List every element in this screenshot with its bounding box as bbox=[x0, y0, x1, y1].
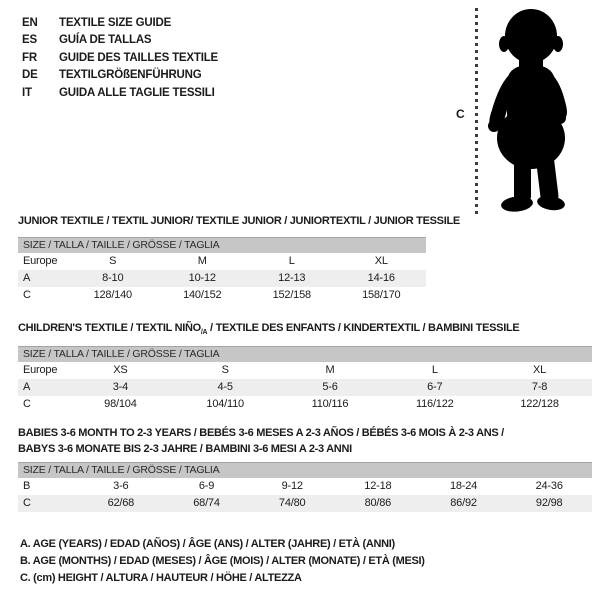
language-code: FR bbox=[22, 51, 37, 64]
language-row-fr bbox=[22, 50, 218, 67]
table-row-age-months bbox=[18, 478, 592, 495]
language-code: ES bbox=[22, 34, 37, 47]
row-label: B bbox=[23, 480, 31, 492]
children-title-sub: /A bbox=[200, 329, 208, 337]
table-row-height bbox=[18, 396, 592, 413]
size-header-bar: SIZE / TALLA / TAILLE / GRÖSSE / TAGLIA bbox=[18, 237, 426, 253]
age-cell: 3-4 bbox=[112, 381, 129, 393]
height-cell: 116/122 bbox=[416, 398, 454, 410]
height-measure-label: C bbox=[456, 107, 465, 121]
size-cell: L bbox=[431, 364, 438, 376]
babies-title-line2: BABYS 3-6 MONATE BIS 2-3 JAHRE / BAMBINI 3-6 MESI A 2-3 ANNI bbox=[18, 442, 352, 455]
height-cell: 122/128 bbox=[520, 398, 559, 410]
language-title-list bbox=[22, 15, 218, 102]
children-title-post: / TEXTILE DES ENFANTS / KINDERTEXTIL / BAMBINI TESSILE bbox=[207, 322, 520, 334]
height-cell: 86/92 bbox=[450, 497, 477, 509]
children-size-table bbox=[18, 346, 592, 413]
table-row-europe bbox=[18, 253, 426, 270]
height-cell: 98/104 bbox=[104, 398, 137, 410]
height-cell: 110/116 bbox=[311, 398, 349, 410]
language-code: EN bbox=[22, 17, 38, 29]
footnote-b: B. AGE (MONTHS) / EDAD (MESES) / ÂGE (MOIS) / ALTER (MONATE) / ETÀ (MESI) bbox=[20, 555, 425, 567]
age-cell: 6-7 bbox=[427, 381, 443, 393]
language-row-es bbox=[22, 32, 218, 49]
size-cell: M bbox=[197, 255, 207, 267]
age-cell: 5-6 bbox=[322, 381, 338, 393]
height-cell: 74/80 bbox=[278, 497, 306, 509]
guide-title-en: TEXTILE SIZE GUIDE bbox=[59, 17, 172, 29]
height-cell: 128/140 bbox=[93, 289, 132, 301]
guide-title-es: GUÍA DE TALLAS bbox=[59, 34, 152, 47]
guide-title-fr: GUIDE DES TAILLES TEXTILE bbox=[59, 51, 218, 64]
age-cell: 9-12 bbox=[281, 480, 303, 492]
babies-size-table bbox=[18, 462, 592, 512]
footnote-c: C. (cm) HEIGHT / ALTURA / HAUTEUR / HÖHE / ALTEZZA bbox=[20, 572, 302, 584]
height-cell: 104/110 bbox=[206, 398, 244, 410]
age-cell: 4-5 bbox=[217, 381, 233, 393]
size-cell: XS bbox=[113, 364, 128, 376]
size-cell: L bbox=[288, 255, 295, 267]
babies-title-line1: BABIES 3-6 MONTH TO 2-3 YEARS / BEBÉS 3-6 MESES A 2-3 AÑOS / BÉBÉS 3-6 MOIS À 2-3 ANS / bbox=[18, 427, 504, 439]
language-row-en bbox=[22, 15, 218, 32]
size-header-bar: SIZE / TALLA / TAILLE / GRÖSSE / TAGLIA bbox=[18, 462, 592, 478]
row-label: C bbox=[23, 398, 31, 410]
row-label: Europe bbox=[23, 364, 58, 376]
size-header-bar: SIZE / TALLA / TAILLE / GRÖSSE / TAGLIA bbox=[18, 346, 592, 362]
footnote-a: A. AGE (YEARS) / EDAD (AÑOS) / ÂGE (ANS) / ALTER (JAHRE) / ETÀ (ANNI) bbox=[20, 538, 395, 550]
height-cell: 80/86 bbox=[364, 497, 392, 509]
age-cell: 7-8 bbox=[531, 381, 548, 393]
table-row-europe bbox=[18, 362, 592, 379]
height-cell: 140/152 bbox=[183, 289, 222, 301]
row-label: A bbox=[23, 381, 31, 393]
age-cell: 18-24 bbox=[449, 480, 478, 492]
guide-title-it: GUIDA ALLE TAGLIE TESSILI bbox=[59, 86, 215, 99]
language-row-de bbox=[22, 67, 218, 84]
height-measure-figure bbox=[450, 0, 600, 225]
row-label: C bbox=[23, 289, 31, 301]
table-row-age bbox=[18, 379, 592, 396]
size-cell: S bbox=[221, 364, 229, 376]
age-cell: 12-18 bbox=[364, 480, 392, 492]
age-cell: 8-10 bbox=[102, 272, 124, 284]
junior-size-table bbox=[18, 237, 426, 304]
guide-title-de: TEXTILGRÖßENFÜHRUNG bbox=[59, 69, 202, 82]
size-cell: XL bbox=[374, 255, 388, 267]
age-cell: 14-16 bbox=[367, 272, 395, 284]
height-measure-dotted-line bbox=[475, 8, 478, 215]
age-cell: 3-6 bbox=[113, 480, 129, 492]
children-title-pre: CHILDREN'S TEXTILE / TEXTIL NIÑO bbox=[18, 322, 201, 334]
row-label: Europe bbox=[23, 255, 58, 267]
height-cell: 68/74 bbox=[193, 497, 220, 509]
height-cell: 62/68 bbox=[107, 497, 135, 509]
table-row-age bbox=[18, 270, 426, 287]
toddler-silhouette-icon bbox=[480, 6, 582, 214]
table-row-height bbox=[18, 287, 426, 304]
height-cell: 158/170 bbox=[362, 289, 401, 301]
row-label: C bbox=[23, 497, 31, 509]
size-cell: XL bbox=[533, 364, 547, 376]
age-cell: 10-12 bbox=[188, 272, 216, 284]
age-cell: 12-13 bbox=[278, 272, 306, 284]
children-section-title bbox=[18, 321, 519, 341]
age-cell: 24-36 bbox=[535, 480, 563, 492]
babies-section-title bbox=[18, 426, 504, 457]
language-row-it bbox=[22, 85, 218, 102]
row-label: A bbox=[23, 272, 31, 284]
language-code: IT bbox=[22, 86, 32, 99]
language-code: DE bbox=[22, 69, 38, 82]
age-cell: 6-9 bbox=[198, 480, 215, 492]
size-cell: M bbox=[325, 364, 335, 376]
height-cell: 152/158 bbox=[272, 289, 311, 301]
size-cell: S bbox=[109, 255, 117, 267]
height-cell: 92/98 bbox=[535, 497, 563, 509]
junior-section-title: JUNIOR TEXTILE / TEXTIL JUNIOR/ TEXTILE JUNIOR / JUNIORTEXTIL / JUNIOR TESSILE bbox=[18, 215, 460, 227]
measure-definitions bbox=[20, 536, 425, 587]
table-row-height bbox=[18, 495, 592, 512]
